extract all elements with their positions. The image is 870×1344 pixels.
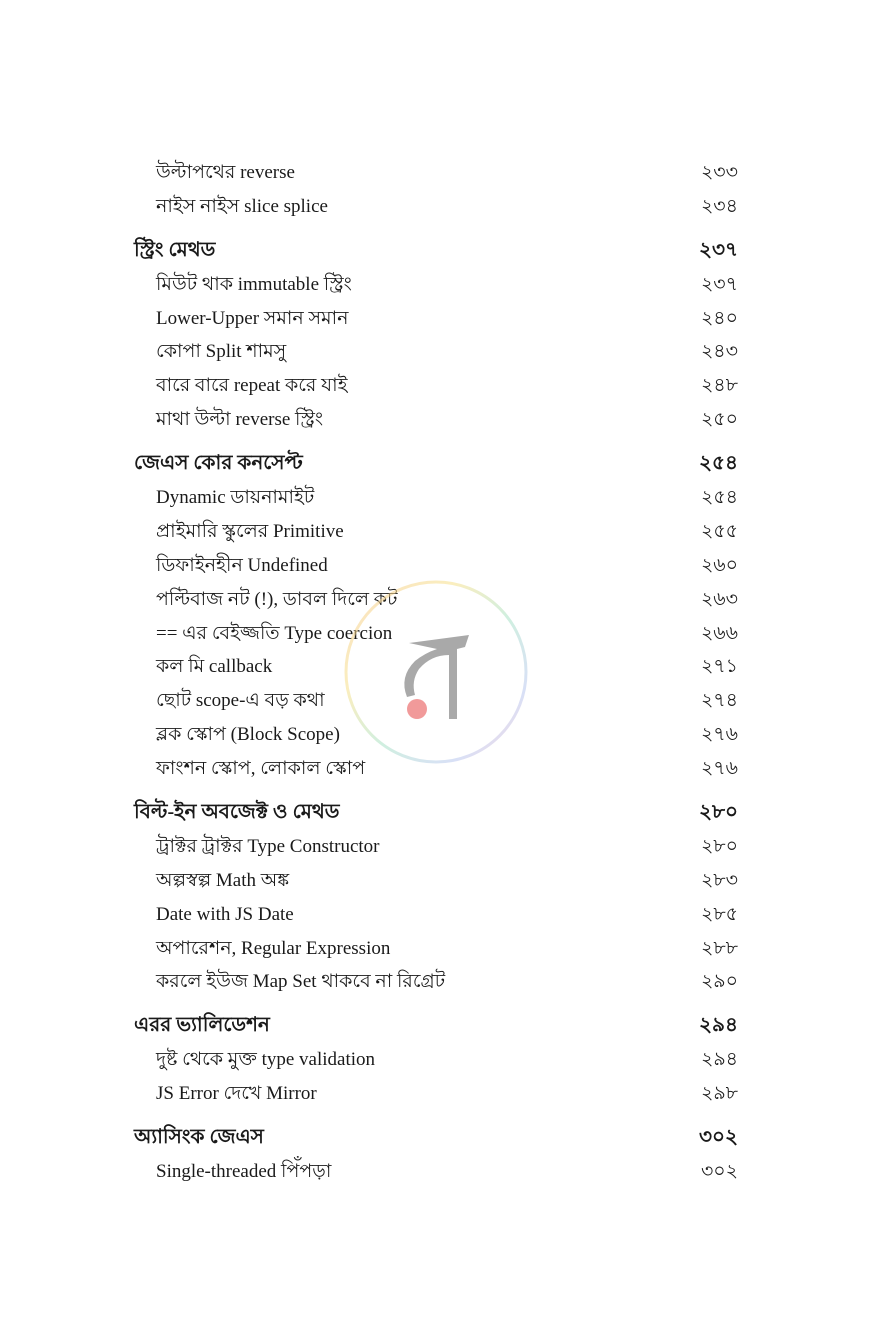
entry-title: প্রাইমারি স্কুলের Primitive	[156, 520, 344, 542]
entry-title: ট্রাক্টর ট্রাক্টর Type Constructor	[156, 835, 380, 857]
toc-entry[interactable]	[134, 403, 738, 437]
page-number: ২৩৭	[700, 273, 738, 295]
toc-entry[interactable]	[134, 752, 738, 786]
toc-entry[interactable]	[134, 190, 738, 224]
page-number: ২৫৪	[700, 487, 738, 509]
section-title: স্ট্রিং মেথড	[134, 238, 216, 261]
toc-entry[interactable]	[134, 684, 738, 718]
section-title: জেএস কোর কনসেপ্ট	[134, 452, 303, 475]
page-number: ২৩৭	[698, 238, 738, 261]
table-of-contents	[134, 156, 738, 1189]
page-number: ২৮৩	[700, 869, 738, 891]
entry-title: করলে ইউজ Map Set থাকবে না রিগ্রেট	[156, 971, 446, 993]
page-number: ২৫৪	[699, 452, 738, 475]
toc-entry[interactable]	[134, 156, 738, 190]
toc-entry[interactable]	[134, 515, 738, 549]
entry-title: পল্টিবাজ নট (!), ডাবল দিলে কট	[156, 588, 398, 610]
page-number: ২৪৮	[700, 375, 738, 397]
toc-entry[interactable]	[134, 335, 738, 369]
entry-title: মিউট থাক immutable স্ট্রিং	[156, 273, 352, 295]
page-number: ২৪০	[700, 307, 738, 329]
entry-title: মাথা উল্টা reverse স্ট্রিং	[156, 409, 324, 431]
toc-entry[interactable]	[134, 965, 738, 999]
page-number: ২৯৪	[700, 1049, 738, 1071]
page-number: ৩০২	[700, 1160, 738, 1182]
page-number: ২৮৮	[700, 937, 738, 959]
toc-entry[interactable]	[134, 898, 738, 932]
entry-title: ফাংশন স্কোপ, লোকাল স্কোপ	[156, 758, 366, 780]
toc-entry[interactable]	[134, 1155, 738, 1189]
page-number: ২৭৬	[700, 724, 738, 746]
section-title: বিল্ট-ইন অবজেক্ট ও মেথড	[134, 801, 340, 824]
page-number: ২৫০	[700, 409, 738, 431]
entry-title: কোপা Split শামসু	[156, 341, 287, 363]
toc-entry-list	[134, 156, 738, 1189]
toc-entry[interactable]	[134, 718, 738, 752]
entry-title: দুষ্ট থেকে মুক্ত type validation	[156, 1049, 376, 1071]
page-number: ৩০২	[698, 1126, 738, 1149]
entry-title: অপারেশন, Regular Expression	[156, 937, 391, 959]
entry-title: JS Error দেখে Mirror	[156, 1083, 317, 1105]
page-number: ২৮০	[699, 801, 738, 824]
toc-entry[interactable]	[134, 583, 738, 617]
toc-entry[interactable]	[134, 1077, 738, 1111]
page-number: ২৩৩	[700, 162, 738, 183]
toc-section-heading[interactable]	[134, 1009, 738, 1043]
entry-title: Date with JS Date	[156, 903, 294, 925]
toc-entry[interactable]	[134, 549, 738, 583]
toc-entry[interactable]	[134, 302, 738, 336]
toc-entry[interactable]	[134, 268, 738, 302]
toc-entry[interactable]	[134, 830, 738, 864]
toc-entry[interactable]	[134, 932, 738, 966]
page-number: ২৩৪	[700, 195, 738, 217]
entry-title: উল্টাপথের reverse	[156, 162, 295, 183]
entry-title: Dynamic ডায়নামাইট	[156, 487, 315, 509]
entry-title: Lower-Upper সমান সমান	[156, 307, 349, 329]
entry-title: কল মি callback	[156, 656, 273, 678]
entry-title: নাইস নাইস slice splice	[156, 195, 328, 217]
entry-title: ব্লক স্কোপ (Block Scope)	[156, 724, 340, 746]
page-number: ২৬৬	[700, 622, 738, 644]
entry-title: Single-threaded পিঁপড়া	[156, 1160, 332, 1182]
page-number: ২৯৮	[700, 1083, 738, 1105]
page-number: ২৪৩	[700, 341, 738, 363]
entry-title: ছোট scope-এ বড় কথা	[156, 690, 325, 712]
page-number: ২৭১	[700, 656, 738, 678]
entry-title: বারে বারে repeat করে যাই	[156, 375, 348, 397]
entry-title: অল্পস্বল্প Math অঙ্ক	[156, 869, 290, 891]
section-title: অ্যাসিংক জেএস	[134, 1126, 264, 1149]
page-number: ২৬০	[700, 554, 738, 576]
toc-entry[interactable]	[134, 617, 738, 651]
toc-section-heading[interactable]	[134, 447, 738, 481]
page-number: ২৯৪	[699, 1014, 738, 1037]
page-number: ২৯০	[700, 971, 738, 993]
toc-section-heading[interactable]	[134, 234, 738, 268]
toc-section-heading[interactable]	[134, 1121, 738, 1155]
page-number: ২৭৪	[700, 690, 738, 712]
page-number: ২৫৫	[700, 520, 738, 542]
toc-entry[interactable]	[134, 864, 738, 898]
toc-entry[interactable]	[134, 1043, 738, 1077]
toc-entry[interactable]	[134, 481, 738, 515]
page-number: ২৮০	[700, 835, 738, 857]
entry-title: == এর বেইজ্জতি Type coercion	[156, 622, 393, 644]
toc-section-heading[interactable]	[134, 796, 738, 830]
toc-entry[interactable]	[134, 369, 738, 403]
page-number: ২৭৬	[700, 758, 738, 780]
section-title: এরর ভ্যালিডেশন	[134, 1014, 270, 1037]
toc-entry[interactable]	[134, 650, 738, 684]
entry-title: ডিফাইনহীন Undefined	[156, 554, 328, 576]
page-number: ২৬৩	[700, 588, 738, 610]
page-number: ২৮৫	[700, 903, 738, 925]
